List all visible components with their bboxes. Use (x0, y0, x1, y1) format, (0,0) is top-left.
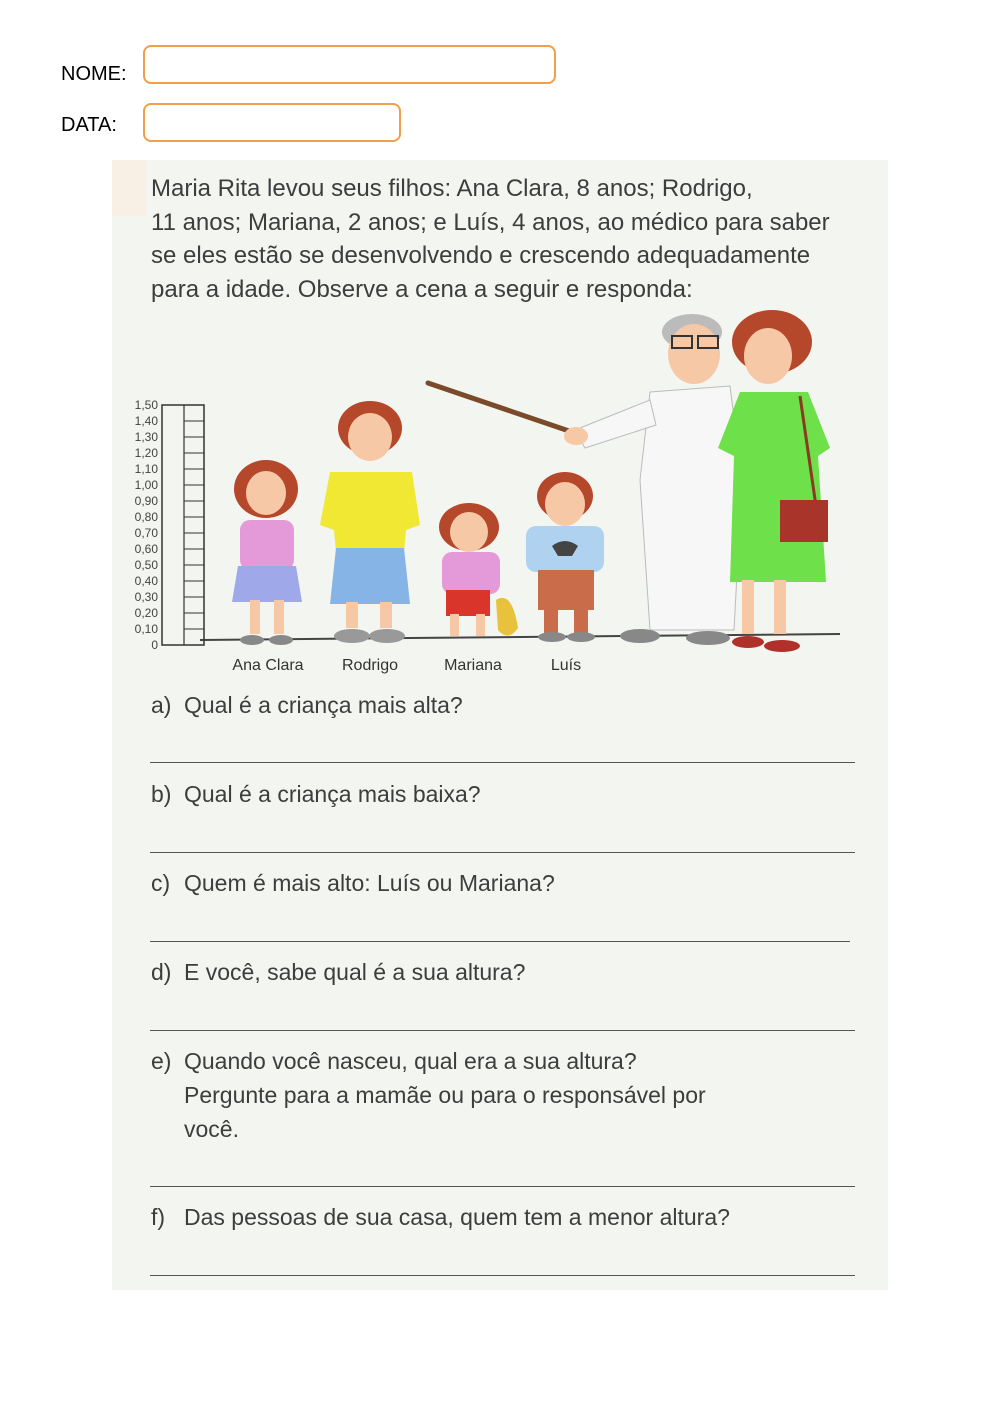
question-text: Qual é a criança mais baixa? (184, 781, 481, 807)
question-text: Qual é a criança mais alta? (184, 692, 463, 718)
ruler-tick-label: 0,90 (134, 494, 158, 508)
child-ana-clara (232, 460, 302, 645)
height-ruler (135, 398, 204, 652)
question-text: Quem é mais alto: Luís ou Mariana? (184, 870, 555, 896)
question-letter: b) (151, 781, 172, 807)
ruler-tick-label: 0,70 (134, 526, 158, 540)
intro-line: 11 anos; Mariana, 2 anos; e Luís, 4 anos, ao médico para saber (151, 208, 830, 236)
question-text: Das pessoas de sua casa, quem tem a menor altura? (184, 1204, 730, 1230)
ruler-tick-label: 1,20 (134, 446, 158, 460)
ruler-tick-label: 0,60 (134, 542, 158, 556)
answer-line-e[interactable] (150, 1186, 855, 1187)
question-letter: f) (151, 1204, 166, 1230)
nome-input[interactable] (143, 45, 556, 84)
nome-label: NOME: (61, 63, 127, 85)
ruler-frame (162, 405, 204, 645)
question-c (151, 866, 555, 900)
child-label-mariana: Mariana (444, 657, 502, 674)
question-text: E você, sabe qual é a sua altura? (184, 959, 526, 985)
question-letter: c) (151, 870, 171, 896)
question-b (151, 777, 481, 811)
question-text: Quando você nasceu, qual era a sua altura? (184, 1048, 637, 1074)
ruler-tick-label: 0,20 (134, 606, 158, 620)
ruler-tick-label: 1,10 (134, 462, 158, 476)
data-label: DATA: (61, 114, 117, 136)
child-luis (526, 472, 604, 642)
ruler-tick-label: 0 (151, 638, 158, 652)
question-text: você. (184, 1116, 239, 1142)
question-letter: e) (151, 1048, 172, 1074)
ruler-tick-label: 0,30 (134, 590, 158, 604)
height-scene-illustration (120, 305, 850, 680)
question-letter: a) (151, 692, 172, 718)
child-label-rodrigo: Rodrigo (341, 657, 399, 674)
child-mariana (439, 503, 518, 636)
intro-text (151, 172, 881, 306)
intro-line: se eles estão se desenvolvendo e crescendo adequadamente (151, 242, 811, 269)
ruler-tick-label: 1,40 (134, 414, 158, 428)
child-rodrigo (320, 401, 420, 643)
child-label-ana-clara: Ana Clara (232, 657, 304, 674)
sheet-corner-tint (112, 160, 146, 216)
answer-line-a[interactable] (150, 762, 855, 763)
answer-line-c[interactable] (150, 941, 850, 942)
question-letter: d) (151, 959, 172, 985)
answer-line-b[interactable] (150, 852, 855, 853)
intro-line: Maria Rita levou seus filhos: Ana Clara, 8 anos; Rodrigo, (151, 175, 753, 202)
question-e (151, 1044, 706, 1146)
question-d (151, 955, 525, 989)
child-label-luis: Luís (550, 657, 582, 674)
question-text: Pergunte para a mamãe ou para o responsável por (184, 1082, 706, 1108)
answer-line-d[interactable] (150, 1030, 855, 1031)
answer-line-f[interactable] (150, 1275, 855, 1276)
ruler-tick-label: 0,10 (134, 622, 158, 636)
ruler-tick-label: 0,40 (134, 574, 158, 588)
question-a (151, 688, 463, 722)
data-input[interactable] (143, 103, 401, 142)
question-f (151, 1200, 730, 1234)
ruler-tick-label: 1,00 (134, 478, 158, 492)
ruler-tick-label: 0,80 (134, 510, 158, 524)
ruler-tick-label: 1,30 (134, 430, 158, 444)
ruler-tick-label: 0,50 (134, 558, 158, 572)
pointer-stick (428, 383, 572, 432)
intro-line: para a idade. Observe a cena a seguir e responda: (151, 275, 693, 303)
ruler-tick-label: 1,50 (134, 398, 158, 412)
